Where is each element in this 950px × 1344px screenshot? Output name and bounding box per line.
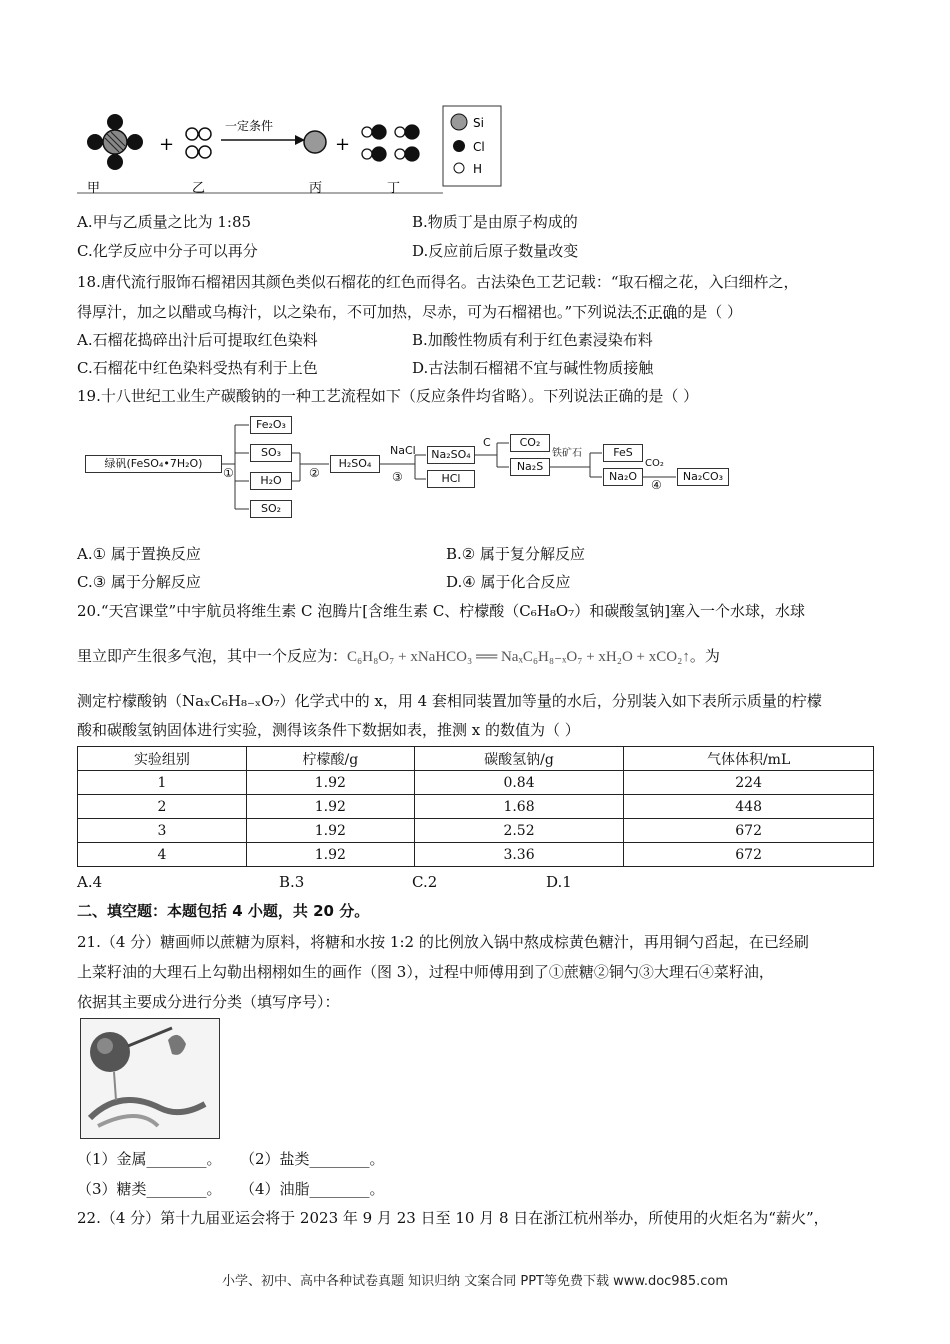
molecule-yi [186, 128, 211, 158]
table-row [78, 843, 874, 867]
flow-na2o: Na₂O [603, 468, 643, 486]
table-header-row [78, 747, 874, 771]
q17-option-a: A.甲与乙质量之比为 1:85 [77, 213, 252, 231]
table-header: 实验组别 [78, 747, 247, 771]
table-cell: 672 [624, 843, 874, 867]
table-row [78, 795, 874, 819]
section-heading: 二、填空题：本题包括 4 小题，共 20 分。 [77, 902, 370, 920]
q20-stem-line1: 20.“天宫课堂”中宇航员将维生素 C 泡腾片[含维生素 C、柠檬酸（C₆H₈O₇）和碳酸氢钠]塞入一个水球，水球 [77, 602, 806, 620]
table-cell: 1 [78, 771, 247, 795]
q19-option-c: C.③ 属于分解反应 [77, 573, 201, 591]
label-ding: 丁 [387, 181, 401, 195]
table-cell: 1.92 [246, 771, 414, 795]
q21-blank-1: （1）金属________。 [77, 1150, 222, 1168]
molecule-jia [87, 114, 143, 170]
q20-equation: C₆H₈O₇ + xNaHCO₃ ══ NaₓC₆H₈₋ₓO₇ + xH₂O + xCO₂↑ [347, 649, 690, 665]
flow-so2: SO₂ [250, 500, 292, 518]
flow-na2so4: Na₂SO₄ [427, 446, 475, 464]
q21-sugar-painting-image [80, 1018, 220, 1139]
table-cell: 672 [624, 819, 874, 843]
table-cell: 1.92 [246, 843, 414, 867]
table-cell: 0.84 [414, 771, 623, 795]
q17-reaction-diagram [77, 100, 507, 195]
q20-option-a: A.4 [77, 873, 103, 891]
table-header: 气体体积/mL [624, 747, 874, 771]
molecule-bing [304, 131, 326, 153]
q22-stem-line1: 22.（4 分）第十九届亚运会将于 2023 年 9 月 23 日至 10 月 8 日在浙江杭州举办，所使用的火炬名为“薪火”， [77, 1209, 829, 1227]
flow-step3: ③ [392, 470, 403, 484]
flow-step4: ④ [651, 478, 662, 492]
flow-start: 绿矾(FeSO₄•7H₂O) [85, 455, 222, 473]
flow-iron-ore: 铁矿石 [552, 448, 582, 459]
plus-sign: + [159, 134, 175, 155]
table-cell: 3.36 [414, 843, 623, 867]
table-header: 柠檬酸/g [246, 747, 414, 771]
q20-stem-line2: 里立即产生很多气泡，其中一个反应为：C₆H₈O₇ + xNaHCO₃ ══ NaₓC₆H₈₋ₓO₇ + xH₂O + xCO₂↑。为 [77, 647, 720, 665]
flow-so3: SO₃ [250, 444, 292, 462]
q20-option-b: B.3 [279, 873, 305, 891]
svg-text:+: + [335, 134, 351, 155]
molecule-ding [362, 125, 419, 161]
label-yi: 乙 [192, 181, 206, 195]
flow-fes: FeS [603, 444, 643, 462]
q17-option-c: C.化学反应中分子可以再分 [77, 242, 258, 260]
q17-option-b: B.物质丁是由原子构成的 [412, 213, 578, 231]
flow-co2-reagent: CO₂ [645, 458, 664, 469]
table-cell: 224 [624, 771, 874, 795]
q19-option-d: D.④ 属于化合反应 [446, 573, 571, 591]
q20-data-table [77, 746, 874, 867]
q19-option-a: A.① 属于置换反应 [77, 545, 201, 563]
table-row [78, 819, 874, 843]
table-cell: 1.92 [246, 795, 414, 819]
legend-h: H [473, 162, 483, 176]
q21-blank-4: （4）油脂________。 [240, 1180, 385, 1198]
q17-option-d: D.反应前后原子数量改变 [412, 242, 579, 260]
q18-option-a: A.石榴花捣碎出汁后可提取红色染料 [77, 331, 318, 349]
flow-c: C [483, 436, 491, 449]
table-cell: 1.68 [414, 795, 623, 819]
q20-option-d: D.1 [546, 873, 572, 891]
flow-na2co3: Na₂CO₃ [677, 468, 729, 486]
table-cell: 3 [78, 819, 247, 843]
q21-stem-line1: 21.（4 分）糖画师以蔗糖为原料，将糖和水按 1:2 的比例放入锅中熬成棕黄色糖汁，再用铜勺舀起，在已经刷 [77, 933, 809, 951]
q18-option-c: C.石榴花中红色染料受热有利于上色 [77, 359, 318, 377]
flow-step1: ① [223, 466, 234, 480]
q18-option-d: D.古法制石榴裙不宜与碱性物质接触 [412, 359, 654, 377]
label-jia: 甲 [87, 181, 101, 195]
flow-arrows [85, 412, 735, 522]
table-row [78, 771, 874, 795]
flow-h2so4: H₂SO₄ [330, 455, 380, 473]
q20-option-c: C.2 [412, 873, 438, 891]
q19-flow-diagram [85, 412, 735, 522]
q21-stem-line2: 上菜籽油的大理石上勾勒出栩栩如生的画作（图 3），过程中师傅用到了①蔗糖②铜勺③大理石④菜籽油， [77, 963, 774, 981]
q19-stem: 19.十八世纪工业生产碳酸钠的一种工艺流程如下（反应条件均省略）。下列说法正确的是（ ） [77, 387, 699, 405]
q21-blank-3: （3）糖类________。 [77, 1180, 222, 1198]
q18-option-b: B.加酸性物质有利于红色素浸染布料 [412, 331, 653, 349]
flow-hcl: HCl [427, 470, 475, 488]
legend-cl: Cl [473, 140, 485, 154]
q18-emphasis: 不正确 [632, 303, 678, 321]
q19-option-b: B.② 属于复分解反应 [446, 545, 586, 563]
table-cell: 4 [78, 843, 247, 867]
flow-na2s: Na₂S [510, 458, 550, 476]
flow-step2: ② [309, 466, 320, 480]
q18-stem-line1: 18.唐代流行服饰石榴裙因其颜色类似石榴花的红色而得名。古法染色工艺记载：“取石榴之花，入臼细杵之， [77, 273, 799, 291]
table-cell: 448 [624, 795, 874, 819]
table-header: 碳酸氢钠/g [414, 747, 623, 771]
flow-nacl: NaCl [390, 444, 416, 457]
table-cell: 1.92 [246, 819, 414, 843]
page-footer: 小学、初中、高中各种试卷真题 知识归纳 文案合同 PPT等免费下载 www.doc985.com [221, 1274, 729, 1289]
q21-stem-line3: 依据其主要成分进行分类（填写序号）： [77, 993, 340, 1011]
table-cell: 2 [78, 795, 247, 819]
label-bing: 丙 [309, 181, 323, 195]
arrow-label: 一定条件 [225, 119, 274, 133]
flow-co2: CO₂ [510, 434, 550, 452]
table-cell: 2.52 [414, 819, 623, 843]
legend-si: Si [473, 116, 484, 130]
q18-stem-line2: 得厚汁，加之以醋或乌梅汁，以之染布，不可加热，尽赤，可为石榴裙也。”下列说法不正确的是（ ） [77, 303, 742, 321]
flow-fe2o3: Fe₂O₃ [250, 416, 292, 434]
q20-stem-line4: 酸和碳酸氢钠固体进行实验，测得该条件下数据如表，推测 x 的数值为（ ） [77, 721, 580, 739]
q20-stem-line3: 测定柠檬酸钠（NaₓC₆H₈₋ₓO₇）化学式中的 x，用 4 套相同装置加等量的水后，分别装入如下表所示质量的柠檬 [77, 692, 822, 710]
flow-h2o: H₂O [250, 472, 292, 490]
q21-blank-2: （2）盐类________。 [240, 1150, 385, 1168]
